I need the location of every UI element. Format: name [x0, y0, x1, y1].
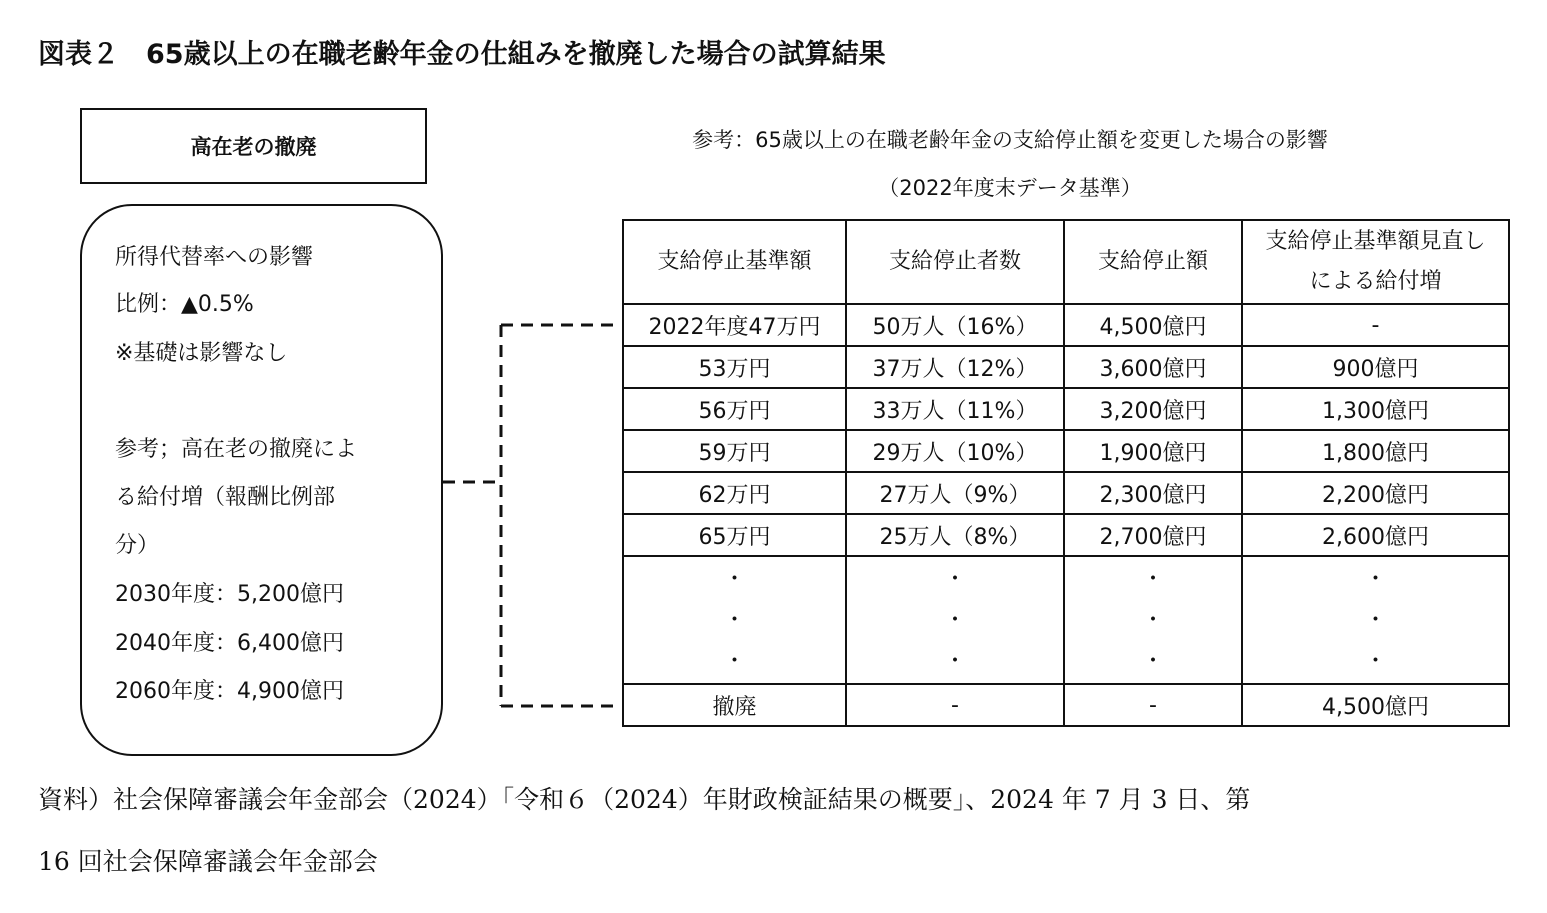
- header-benefit-increase-l2: による給付増: [1309, 269, 1442, 294]
- summary-line: 所得代替率への影響: [115, 245, 314, 270]
- table-row-ellipsis: [623, 556, 1509, 684]
- table-cell: -: [1242, 304, 1509, 346]
- table-cell: 2,200億円: [1242, 472, 1509, 514]
- table-cell: 1,900億円: [1064, 430, 1242, 472]
- label-box: 高在老の撤廃: [80, 108, 427, 184]
- table-row: [623, 472, 1509, 514]
- table-cell: 56万円: [623, 388, 846, 430]
- table-caption: 参考：65歳以上の在職老齢年金の支給停止額を変更した場合の影響: [692, 128, 1328, 152]
- table-cell: 53万円: [623, 346, 846, 388]
- table-cell: 29万人（10%）: [846, 430, 1064, 472]
- summary-line: 2060年度：4,900億円: [115, 679, 344, 704]
- table-cell: 37万人（12%）: [846, 346, 1064, 388]
- table-cell: 2,700億円: [1064, 514, 1242, 556]
- table-cell: 2,300億円: [1064, 472, 1242, 514]
- summary-line: 2030年度：5,200億円: [115, 582, 344, 607]
- header-benefit-increase-l1: 支給停止基準額見直し: [1265, 229, 1486, 254]
- summary-line: る給付増（報酬比例部: [115, 485, 336, 510]
- table-row-abolish: [623, 684, 1509, 726]
- ellipsis-cell: ・ ・ ・: [846, 556, 1064, 684]
- header-threshold: 支給停止基準額: [623, 220, 846, 304]
- header-suspended-amount: 支給停止額: [1064, 220, 1242, 304]
- table-cell: 撤廃: [623, 684, 846, 726]
- table-cell: 65万円: [623, 514, 846, 556]
- table-cell: 4,500億円: [1242, 684, 1509, 726]
- ellipsis-cell: ・ ・ ・: [623, 556, 846, 684]
- summary-line: 参考；高在老の撤廃によ: [115, 437, 358, 462]
- table-cell: 62万円: [623, 472, 846, 514]
- header-benefit-increase: [1242, 220, 1509, 304]
- table-cell: 50万人（16%）: [846, 304, 1064, 346]
- table-cell: -: [846, 684, 1064, 726]
- summary-line: 2040年度：6,400億円: [115, 631, 344, 656]
- table-cell: 25万人（8%）: [846, 514, 1064, 556]
- table-row: [623, 388, 1509, 430]
- table-cell: 1,800億円: [1242, 430, 1509, 472]
- table-header-row: [623, 220, 1509, 304]
- ellipsis-cell: ・ ・ ・: [1242, 556, 1509, 684]
- table-row: [623, 514, 1509, 556]
- table-cell: 33万人（11%）: [846, 388, 1064, 430]
- table-row: [623, 304, 1509, 346]
- table-cell: 4,500億円: [1064, 304, 1242, 346]
- table-cell: 3,600億円: [1064, 346, 1242, 388]
- summary-line: ※基礎は影響なし: [115, 341, 288, 366]
- table-row: [623, 430, 1509, 472]
- table-row: [623, 346, 1509, 388]
- table-caption-basis: （2022年度末データ基準）: [878, 176, 1142, 200]
- summary-line: 分）: [115, 533, 160, 558]
- source-note-cont: 16 回社会保障審議会年金部会: [38, 847, 378, 876]
- table-cell: -: [1064, 684, 1242, 726]
- ellipsis-cell: ・ ・ ・: [1064, 556, 1242, 684]
- table-cell: 27万人（9%）: [846, 472, 1064, 514]
- results-table: [622, 219, 1510, 727]
- source-note: 資料）社会保障審議会年金部会（2024）「令和６（2024）年財政検証結果の概要」、2024 年 7 月 3 日、第: [38, 785, 1251, 814]
- table-cell: 3,200億円: [1064, 388, 1242, 430]
- table-cell: 1,300億円: [1242, 388, 1509, 430]
- table-cell: 59万円: [623, 430, 846, 472]
- table-cell: 2,600億円: [1242, 514, 1509, 556]
- summary-line: 比例：▲0.5%: [115, 292, 254, 317]
- table-cell: 900億円: [1242, 346, 1509, 388]
- figure-title: 図表２ 65歳以上の在職老齢年金の仕組みを撤廃した場合の試算結果: [38, 39, 886, 70]
- table-cell: 2022年度47万円: [623, 304, 846, 346]
- header-suspended-people: 支給停止者数: [846, 220, 1064, 304]
